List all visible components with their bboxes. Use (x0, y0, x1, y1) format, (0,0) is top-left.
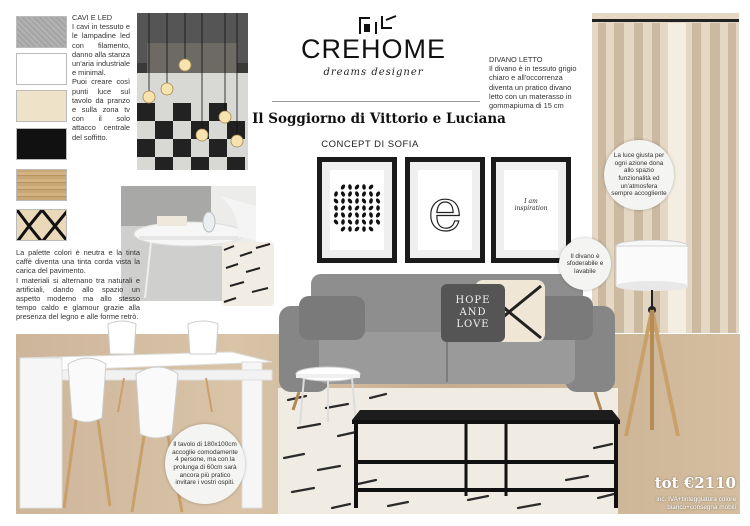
bubble-luce: La luce giusta per ogni azione dona allo spazio funzionalità ed un'atmosfera sempre accogliente (604, 140, 674, 210)
art-frame-dots (317, 157, 397, 263)
bubble-tavolo: Il tavolo di 180x100cm accoglie comodamente 4 persone, ma con la prolunga di 60cm sarà ancora più pratico invitare i vostri ospiti. (165, 424, 245, 504)
brand-logo (296, 12, 451, 84)
swatch-white (16, 53, 67, 85)
swatch-cream (16, 90, 67, 122)
art-text: I am inspiration (514, 198, 548, 212)
total-note: inc. IVA+tinteggiatura colore bianco+consegna mobili (656, 496, 736, 511)
cushion-text: HOPE AND LOVE (455, 295, 491, 330)
total-price: tot €2110 (654, 474, 736, 492)
art-dot (362, 226, 366, 232)
pendant-lamps-photo (137, 13, 248, 170)
art-frame-text (491, 157, 571, 263)
swatch-black (16, 128, 67, 160)
hope-love-cushion (441, 284, 505, 342)
cavi-led-description: CAVI E LED I cavi in tessuto e le lampadine led con filamento, danno alla stanza un'aria industriale e minimal. Puoi creare così punti luce sul tavolo da pranzo e sulla zona tv con il solo attacco centrale del soffitto. (72, 13, 130, 142)
title-line-top (272, 101, 480, 102)
art-frame-letter (405, 157, 485, 263)
page-subtitle: CONCEPT DI SOFIA (321, 139, 419, 150)
palette-description: La palette colori è neutra e la tinta caffè diventa una tinta corda vista la carica del pavimento. I materiali si alternano tra naturali e artificiali, dando allo spazio un aspetto moderno ma allo stesso tempo caldo e glamour grazie alla presenza del legno e alle forme retrò. (16, 248, 140, 322)
black-coffee-table (350, 404, 622, 512)
art-letter: e (427, 176, 463, 244)
swatch-grey (16, 16, 67, 48)
logo-text: CREHOME (300, 34, 446, 64)
logo-tagline: dreams designer (323, 67, 424, 78)
bubble-divano: Il divano è sfoderabile e lavabile (559, 238, 611, 290)
swatch-wood (16, 169, 67, 201)
pouf-pattern-photo (222, 242, 274, 306)
swatch-pattern (16, 209, 67, 241)
divano-letto-description: DIVANO LETTO Il divano è in tessuto grigio chiaro e all'occorrenza diventa un pratico divano letto con un materasso in gommapiuma di 15 cm (489, 55, 577, 111)
page-title: Il Soggiorno di Vittorio e Luciana (252, 111, 506, 127)
floor-lamp (612, 240, 692, 440)
logo-icon (356, 14, 398, 36)
